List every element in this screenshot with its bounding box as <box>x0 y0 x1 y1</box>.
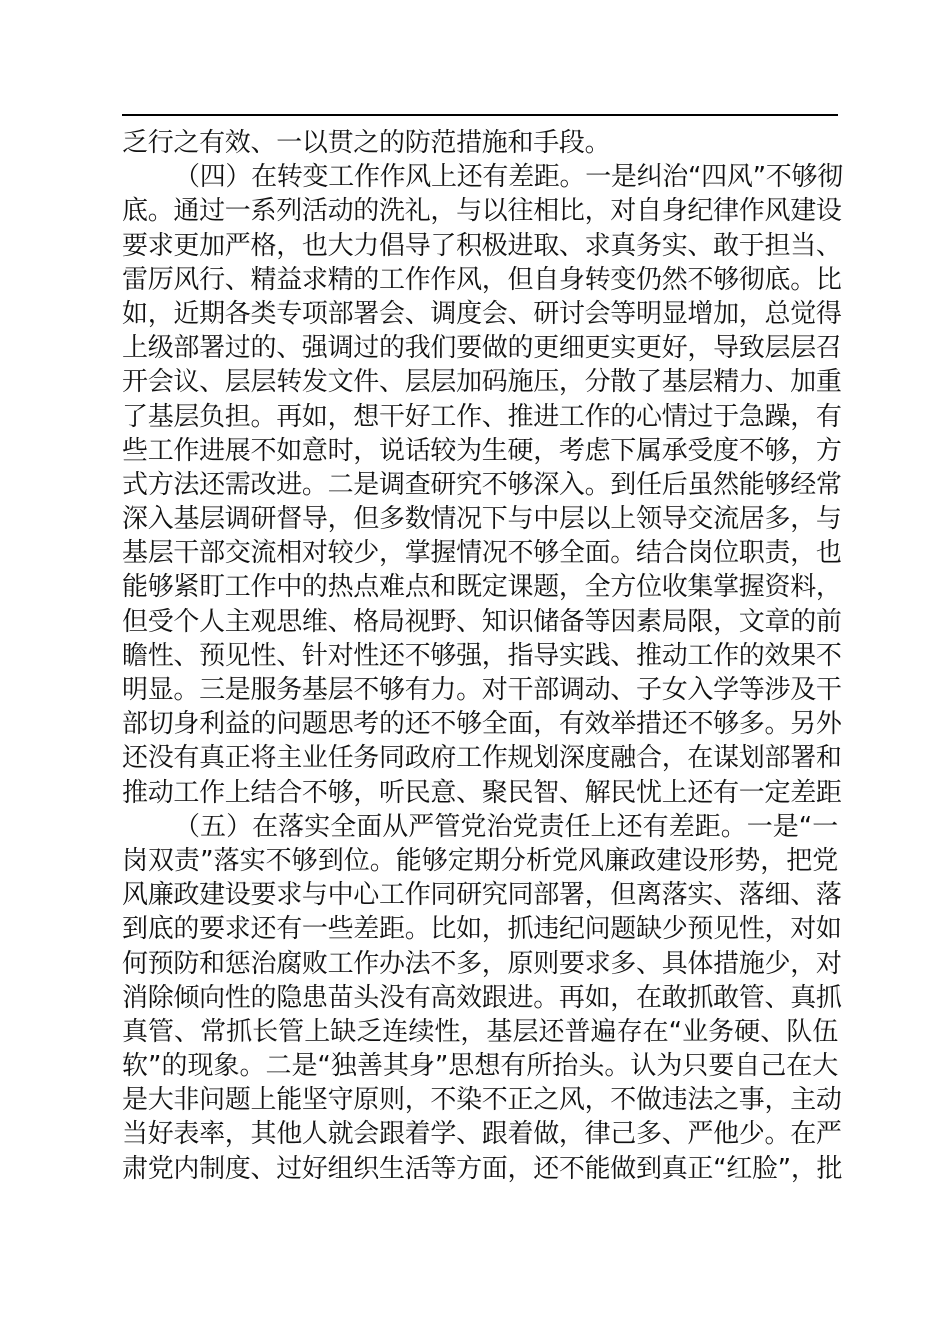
text-line: 部切身利益的问题思考的还不够全面，有效举措还不够多。另外 <box>122 709 842 740</box>
text-line: 岗双责”落实不够到位。能够定期分析党风廉政建设形势，把党 <box>122 845 838 876</box>
text-line: 底。通过一系列活动的洗礼，与以往相比，对自身纪律作风建设 <box>122 196 842 227</box>
text-line: 能够紧盯工作中的热点难点和既定课题，全方位收集掌握资料， <box>122 572 842 603</box>
text-line: 真管、常抓长管上缺乏连续性，基层还普遍存在“业务硬、队伍 <box>122 1016 838 1047</box>
text-line: 软”的现象。二是“独善其身”思想有所抬头。认为只要自己在大 <box>122 1051 838 1082</box>
text-line: 当好表率，其他人就会跟着学、跟着做，律己多、严他少。在严 <box>122 1119 842 1150</box>
text-line: 风廉政建设要求与中心工作同研究同部署，但离落实、落细、落 <box>122 880 842 911</box>
paragraph-heading-line: （五）在落实全面从严管党治党责任上还有差距。一是“一 <box>174 811 838 842</box>
text-line: 雷厉风行、精益求精的工作作风，但自身转变仍然不够彻底。比 <box>122 264 842 295</box>
text-line: 何预防和惩治腐败工作办法不多，原则要求多、具体措施少，对 <box>122 948 842 979</box>
text-line: 到底的要求还有一些差距。比如，抓违纪问题缺少预见性，对如 <box>122 914 842 945</box>
text-line: 消除倾向性的隐患苗头没有高效跟进。再如，在敢抓敢管、真抓 <box>122 982 842 1013</box>
text-line: 推动工作上结合不够，听民意、聚民智、解民忧上还有一定差距 <box>122 777 842 808</box>
body-text <box>122 126 843 1186</box>
paragraph-heading-line: （四）在转变工作作风上还有差距。一是纠治“四风”不够彻 <box>174 162 843 193</box>
text-line: 明显。三是服务基层不够有力。对干部调动、子女入学等涉及干 <box>122 675 842 705</box>
text-line: 要求更加严格，也大力倡导了积极进取、求真务实、敢于担当、 <box>122 230 842 261</box>
text-line: 乏行之有效、一以贯之的防范措施和手段。 <box>122 128 611 158</box>
text-line: 但受个人主观思维、格局视野、知识储备等因素局限，文章的前 <box>122 606 842 637</box>
text-line: 还没有真正将主业任务同政府工作规划深度融合，在谋划部署和 <box>122 743 842 774</box>
text-line: 了基层负担。再如，想干好工作、推进工作的心情过于急躁，有 <box>122 401 842 432</box>
text-line: 如，近期各类专项部署会、调度会、研讨会等明显增加，总觉得 <box>122 298 842 329</box>
text-line: 是大非问题上能坚守原则，不染不正之风，不做违法之事，主动 <box>122 1085 842 1116</box>
text-line: 基层干部交流相对较少，掌握情况不够全面。结合岗位职责，也 <box>122 538 842 569</box>
text-line: 上级部署过的、强调过的我们要做的更细更实更好，导致层层召 <box>122 333 842 364</box>
header-divider <box>122 114 838 116</box>
text-line: 瞻性、预见性、针对性还不够强，指导实践、推动工作的效果不 <box>122 640 842 671</box>
text-line: 深入基层调研督导，但多数情况下与中层以上领导交流居多，与 <box>122 504 842 535</box>
text-line: 式方法还需改进。二是调查研究不够深入。到任后虽然能够经常 <box>122 469 842 500</box>
text-line: 开会议、层层转发文件、层层加码施压，分散了基层精力、加重 <box>122 367 842 398</box>
text-line: 肃党内制度、过好组织生活等方面，还不能做到真正“红脸”，批 <box>122 1153 843 1184</box>
text-line: 些工作进展不如意时，说话较为生硬，考虑下属承受度不够，方 <box>122 435 842 466</box>
